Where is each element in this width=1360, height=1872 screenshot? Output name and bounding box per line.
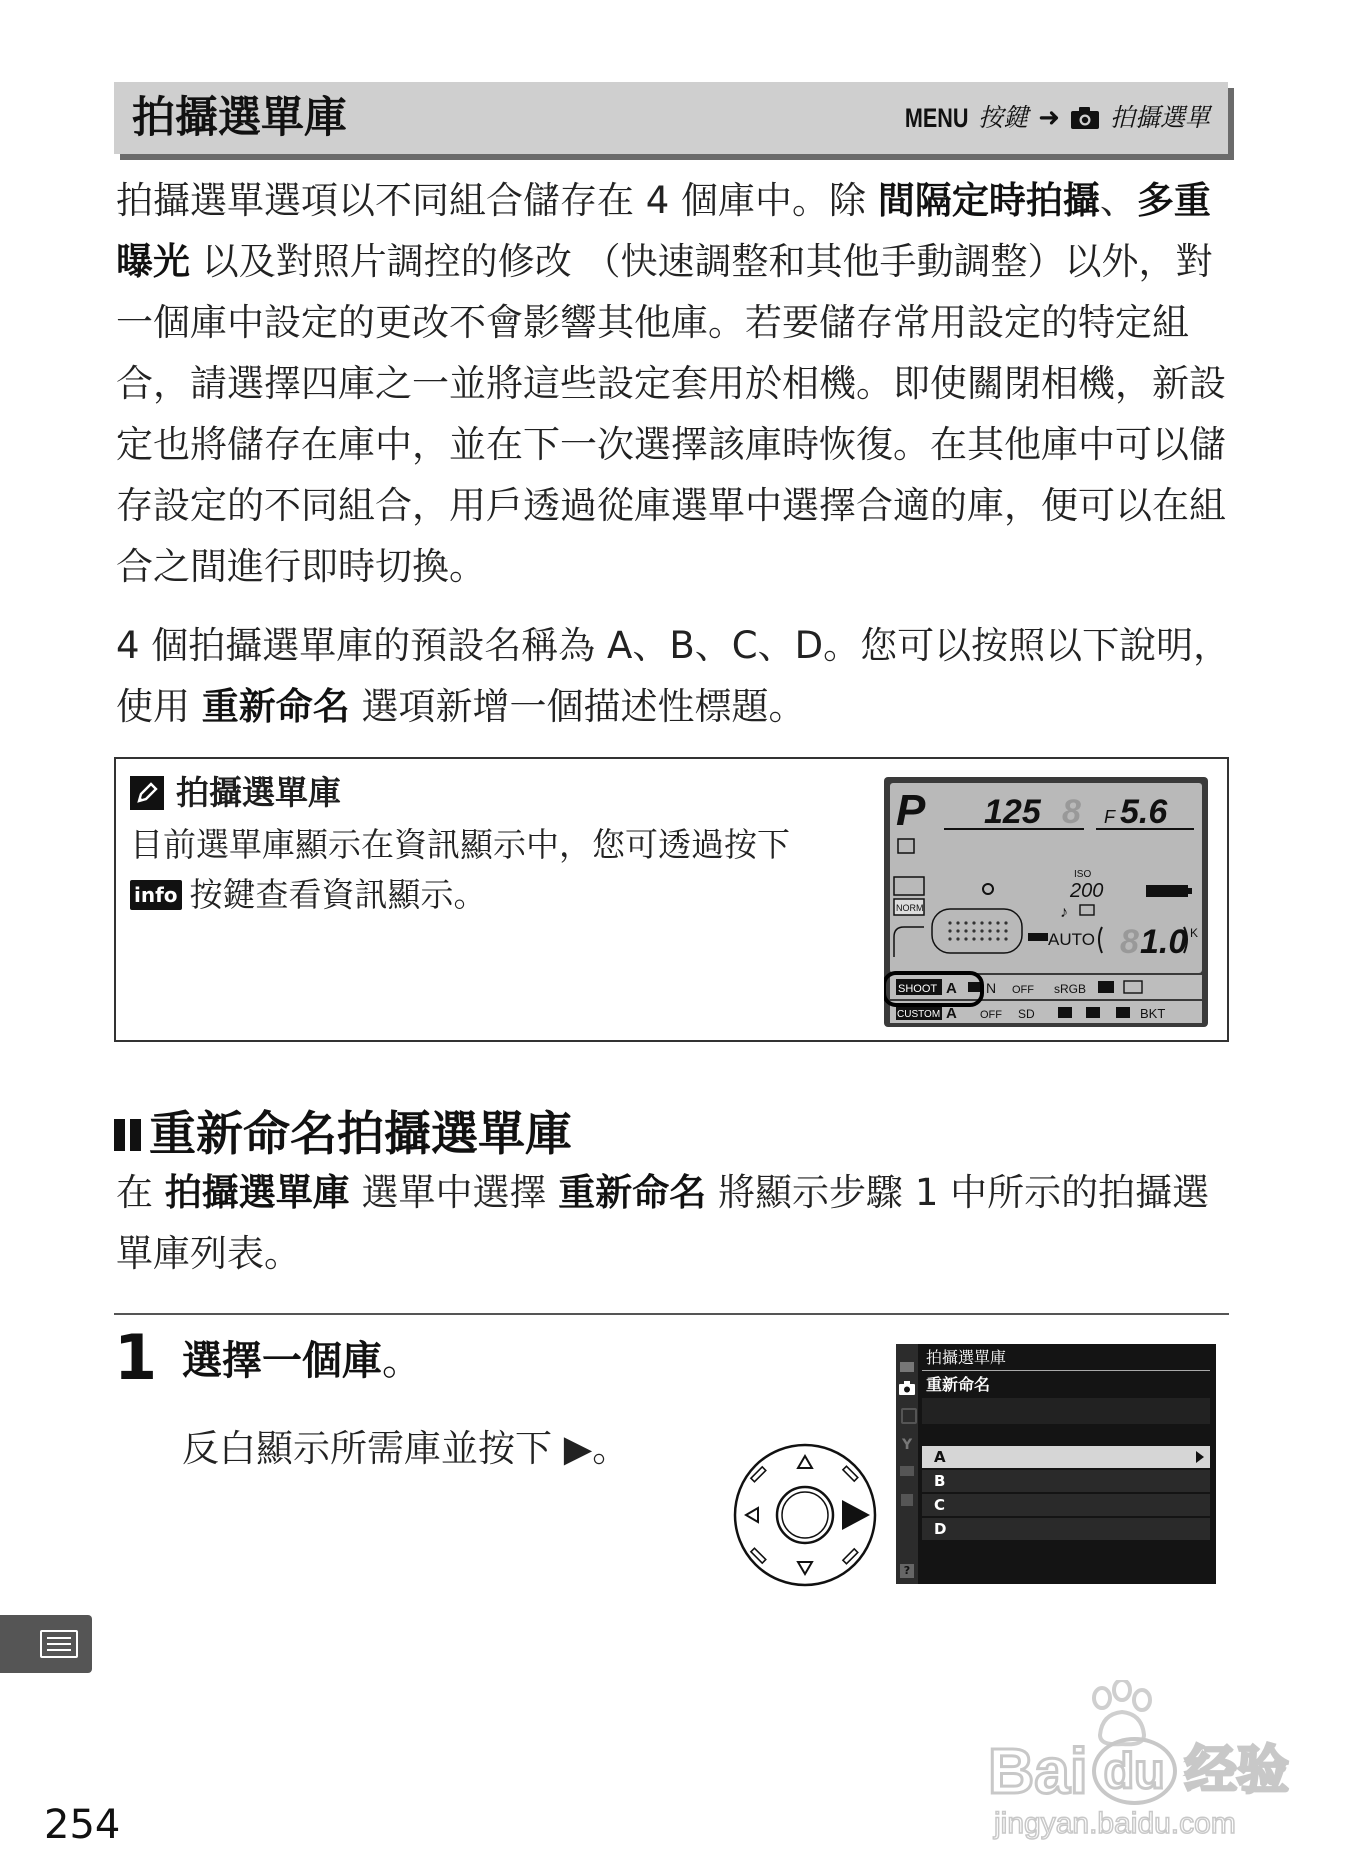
lcd-row2-sd: SD: [1018, 1007, 1035, 1021]
lcd-row2-bkt: BKT: [1140, 1006, 1166, 1021]
lcd-k: K: [1190, 926, 1199, 940]
step-divider: [114, 1313, 1229, 1315]
section-heading: 重新命名拍攝選單庫: [114, 1102, 572, 1168]
step-number: 1: [114, 1321, 158, 1394]
lcd-row2-bank: A: [946, 1005, 957, 1022]
retouch-menu-icon: [900, 1466, 914, 1476]
lcd-shutter: 125: [984, 793, 1041, 831]
camera-menu-title-rule: [922, 1370, 1210, 1371]
lcd-aperture: 5.6: [1120, 793, 1168, 831]
my-menu-icon: [901, 1494, 913, 1506]
svg-text:♪: ♪: [1060, 904, 1068, 921]
step-title: 選擇一個庫。: [182, 1338, 422, 1384]
svg-text:8: 8: [1062, 793, 1081, 831]
menu-button-label: 按鍵: [978, 103, 1029, 132]
term-rename: 重新命名: [201, 685, 350, 728]
bank-item-c[interactable]: C: [922, 1494, 1210, 1516]
term-interval-timer: 間隔定時拍攝: [877, 179, 1100, 222]
lcd-ev: 1.0: [1140, 923, 1188, 961]
menu-spacer: [922, 1398, 1210, 1424]
menu-name-label: 拍攝選單: [1109, 103, 1210, 132]
lcd-row1-srgb: sRGB: [1054, 982, 1087, 996]
bank-item-d[interactable]: D: [922, 1518, 1210, 1540]
section-paragraph: 在 拍攝選單庫 選單中選擇 重新命名 將顯示步驟 1 中所示的拍攝選單庫列表。: [116, 1171, 1210, 1275]
lcd-iso: 200: [1070, 880, 1104, 902]
menu-breadcrumb: [889, 101, 1210, 135]
watermark-url: jingyan.baidu.com: [994, 1807, 1236, 1840]
setup-menu-icon: Y: [902, 1437, 913, 1453]
bank-item-a[interactable]: A: [922, 1446, 1210, 1468]
menu-key-label: MENU: [904, 103, 969, 133]
help-icon[interactable]: ?: [900, 1564, 914, 1578]
page-title: 拍攝選單庫: [132, 93, 347, 143]
lcd-row2-custom: CUSTOM: [897, 1009, 941, 1020]
step-description: 反白顯示所需庫並按下 ▶。: [182, 1427, 630, 1470]
lcd-iso-auto: AUTO: [1048, 930, 1095, 949]
menu-list-icon: [40, 1630, 78, 1658]
intro-paragraph-1: 拍攝選單選項以不同組合儲存在 4 個庫中。除 間隔定時拍攝、多重曝光 以及對照片調控的修改 （快速調整和其他手動調整）以外，對一個庫中設定的更改不會影響其他庫。若要儲存常用設定的特定組合，請選擇四庫之一並將這些設定套用於相機。即使關閉相機，新設定也將儲存在庫中，並在下一次選擇該庫時恢復。在其他庫中可以儲存設定的不同組合，用戶透過從庫選單中選擇合適的庫，便可以在組合之間進行即時切換。: [116, 179, 1226, 588]
lcd-norm: NORM: [896, 903, 924, 913]
note-title: 拍攝選單庫: [130, 770, 341, 816]
camera-icon: [1070, 106, 1100, 130]
lcd-aperture-prefix: F: [1104, 807, 1115, 827]
term-multiple-exposure: 多重曝光: [116, 179, 1211, 283]
intro-paragraph-2: 4 個拍攝選單庫的預設名稱為 A、B、C、D。您可以按照以下說明，使用 重新命名 選項新增一個描述性標題。: [116, 624, 1231, 728]
note-text: 目前選單庫顯示在資訊顯示中，您可透過按下 info 按鍵查看資訊顯示。: [130, 825, 790, 914]
lcd-row1-shoot: SHOOT: [898, 983, 938, 995]
lcd-iso-label: ISO: [1074, 869, 1092, 880]
watermark-brand: Bai du 经验: [988, 1735, 1289, 1807]
camera-menu-title: 拍攝選單庫: [926, 1348, 1007, 1367]
menu-icon-column: [896, 1344, 918, 1584]
chevron-right-icon: [1196, 1451, 1204, 1463]
pencil-icon: [130, 776, 164, 810]
svg-text:8: 8: [1120, 923, 1139, 961]
custom-settings-icon: [901, 1408, 917, 1424]
info-display-lcd: [884, 777, 1208, 1027]
baidu-watermark: [980, 1680, 1310, 1850]
lcd-row1-nr: N: [986, 980, 997, 996]
section-marker-icon: [114, 1119, 141, 1151]
lcd-mode: P: [896, 786, 926, 835]
page-number: 254: [44, 1802, 121, 1848]
bank-item-b[interactable]: B: [922, 1470, 1210, 1492]
lcd-row2-off: OFF: [980, 1009, 1002, 1021]
info-key-icon: info: [130, 880, 182, 910]
lcd-row1-bank: A: [946, 980, 957, 997]
term-shooting-menu-bank: 拍攝選單庫: [164, 1171, 350, 1214]
multi-selector-icon: [732, 1442, 878, 1588]
term-rename-2: 重新命名: [558, 1171, 707, 1214]
lcd-row1-off: OFF: [1012, 984, 1034, 996]
camera-menu-screen: [896, 1344, 1216, 1584]
arrow-icon: ➜: [1038, 103, 1060, 133]
shooting-menu-icon: [899, 1381, 915, 1395]
camera-menu-subtitle: 重新命名: [926, 1375, 991, 1394]
playback-menu-icon: [900, 1362, 914, 1372]
